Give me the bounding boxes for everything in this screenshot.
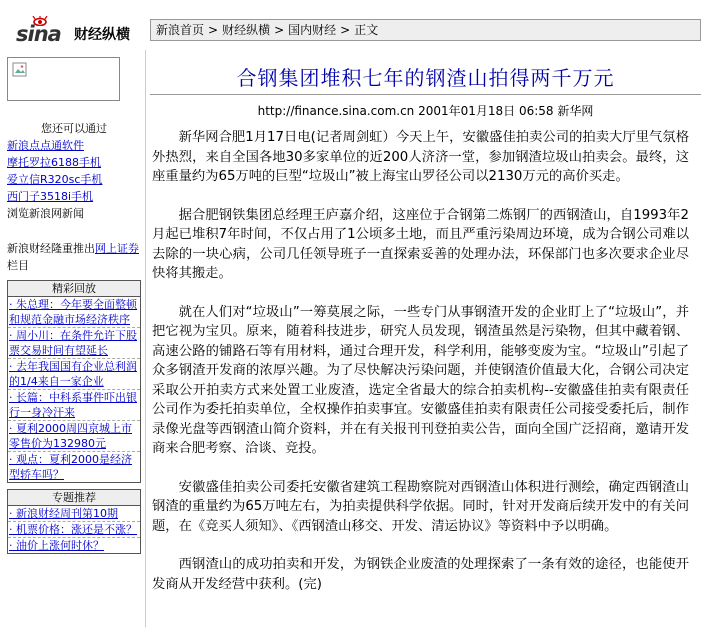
broken-image-placeholder[interactable] [7,57,120,101]
links-title: 您还可以通过 [41,122,107,135]
article-title: 合钢集团堆积七年的钢渣山拍得两千万元 [236,66,615,90]
recommend-item[interactable]: · 油价上涨何时休？ [9,539,104,552]
review-item[interactable]: · 夏利2000周四京城上市零售价为132980元 [9,422,132,450]
logo-text: sina [16,22,61,46]
article-body [152,128,689,613]
article-paragraph: 安徽盛佳拍卖公司委托安徽省建筑工程勘察院对西钢渣山体积进行测绘，确定西钢渣山钢渣的重量约为65万吨左右，为拍卖提供科学依据。同时，针对开发商后续开发中的有关问题，在《竞买人须知》、《西钢渣山移交、开发、清运协议》等资料中予以明确。 [152,479,689,534]
browse-text: 浏览新浪网新闻 [7,207,84,220]
review-item[interactable]: · 周小川：在条件允许下股票交易时间有望延长 [9,329,137,357]
broken-image-icon [12,62,28,78]
review-item[interactable]: · 长篇：中科系事件吓出银行一身冷汗来 [9,391,137,419]
review-item[interactable]: · 朱总理：今年要全面整顿和规范金融市场经济秩序 [9,298,137,326]
recommend-title: 专题推荐 [8,490,140,506]
sina-logo[interactable] [10,16,140,48]
sidebar-link[interactable]: 新浪点点通软件 [7,139,84,152]
promo-text: 新浪财经隆重推出网上证券栏目 [7,242,139,272]
breadcrumb: 新浪首页 > 财经纵横 > 国内财经 > 正文 [150,19,701,41]
breadcrumb-finance[interactable]: 财经纵横 [222,23,271,37]
recommend-item[interactable]: · 机票价格：涨还是不涨？ [9,523,137,536]
title-divider [150,94,701,95]
breadcrumb-home[interactable]: 新浪首页 [156,23,205,37]
sidebar [7,120,141,554]
breadcrumb-current: 正文 [354,23,379,37]
recommend-item[interactable]: · 新浪财经周刊第10期 [9,507,118,520]
review-title: 精彩回放 [8,281,140,297]
promo-link[interactable]: 网上证券 [95,242,139,255]
article-paragraph: 据合肥钢铁集团总经理王庐嘉介绍，这座位于合钢第二炼钢厂的西钢渣山，自1993年2月起已堆积7年时间，不仅占用了1公顷多土地，而且严重污染周边环境，成为合钢公司难以去除的一块心病，公司几任领导班子一直探索妥善的处理办法，环保部门也多次要求企业尽快将其搬走。 [152,207,689,281]
sidebar-link[interactable]: 摩托罗拉6188手机 [7,156,101,169]
section-name: 财经纵横 [74,27,130,43]
sidebar-link[interactable]: 西门子3518i手机 [7,190,94,203]
article-meta: http://finance.sina.com.cn 2001年01月18日 06:58 新华网 [257,104,594,118]
breadcrumb-domestic[interactable]: 国内财经 [288,23,337,37]
review-item[interactable]: · 观点：夏利2000是经济型轿车吗？ [9,453,132,481]
article-paragraph: 新华网合肥1月17日电(记者周剑虹）今天上午，安徽盛佳拍卖公司的拍卖大厅里气氛格外热烈，来自全国各地30多家单位的近200人济济一堂，参加钢渣垃圾山拍卖会。最终，这座重量约为65万吨的巨型“垃圾山”被上海宝山罗径公司以2130万元的高价买走。 [152,130,689,184]
review-box [7,280,141,483]
sidebar-link[interactable]: 爱立信R320sc手机 [7,173,103,186]
recommend-box [7,489,141,554]
article-paragraph: 就在人们对“垃圾山”一筹莫展之际，一些专门从事钢渣开发的企业盯上了“垃圾山”，并把它视为宝贝。原来，随着科技进步，研究人员发现，钢渣虽然是污染物，但其中藏着钢、高速公路的铺路石等有用材料，通过合理开发，科学利用，能够变废为宝。“垃圾山”引起了众多钢渣开发商的浓厚兴趣。为了尽快解决污染问题，并使钢渣价值最大化，合钢公司决定采取公开拍卖方式来处置工业废渣，选定全省最大的综合拍卖机构--安徽盛佳拍卖有限责任公司作为委托拍卖单位，全权操作拍卖事宜。安徽盛佳拍卖有限责任公司接受委托后，制作录像光盘等西钢渣山简介资料，并在有关报刊刊登拍卖公告，面向全国广泛招商，邀请开发商来合肥考察、洽谈、竞投。 [152,304,689,456]
article-paragraph: 西钢渣山的成功拍卖和开发，为钢铁企业废渣的处理探索了一条有效的途径，也能使开发商从开发经营中获利。(完) [152,557,689,592]
review-item[interactable]: · 去年我国国有企业总利润的1/4来自一家企业 [9,360,137,388]
column-divider [145,50,146,627]
